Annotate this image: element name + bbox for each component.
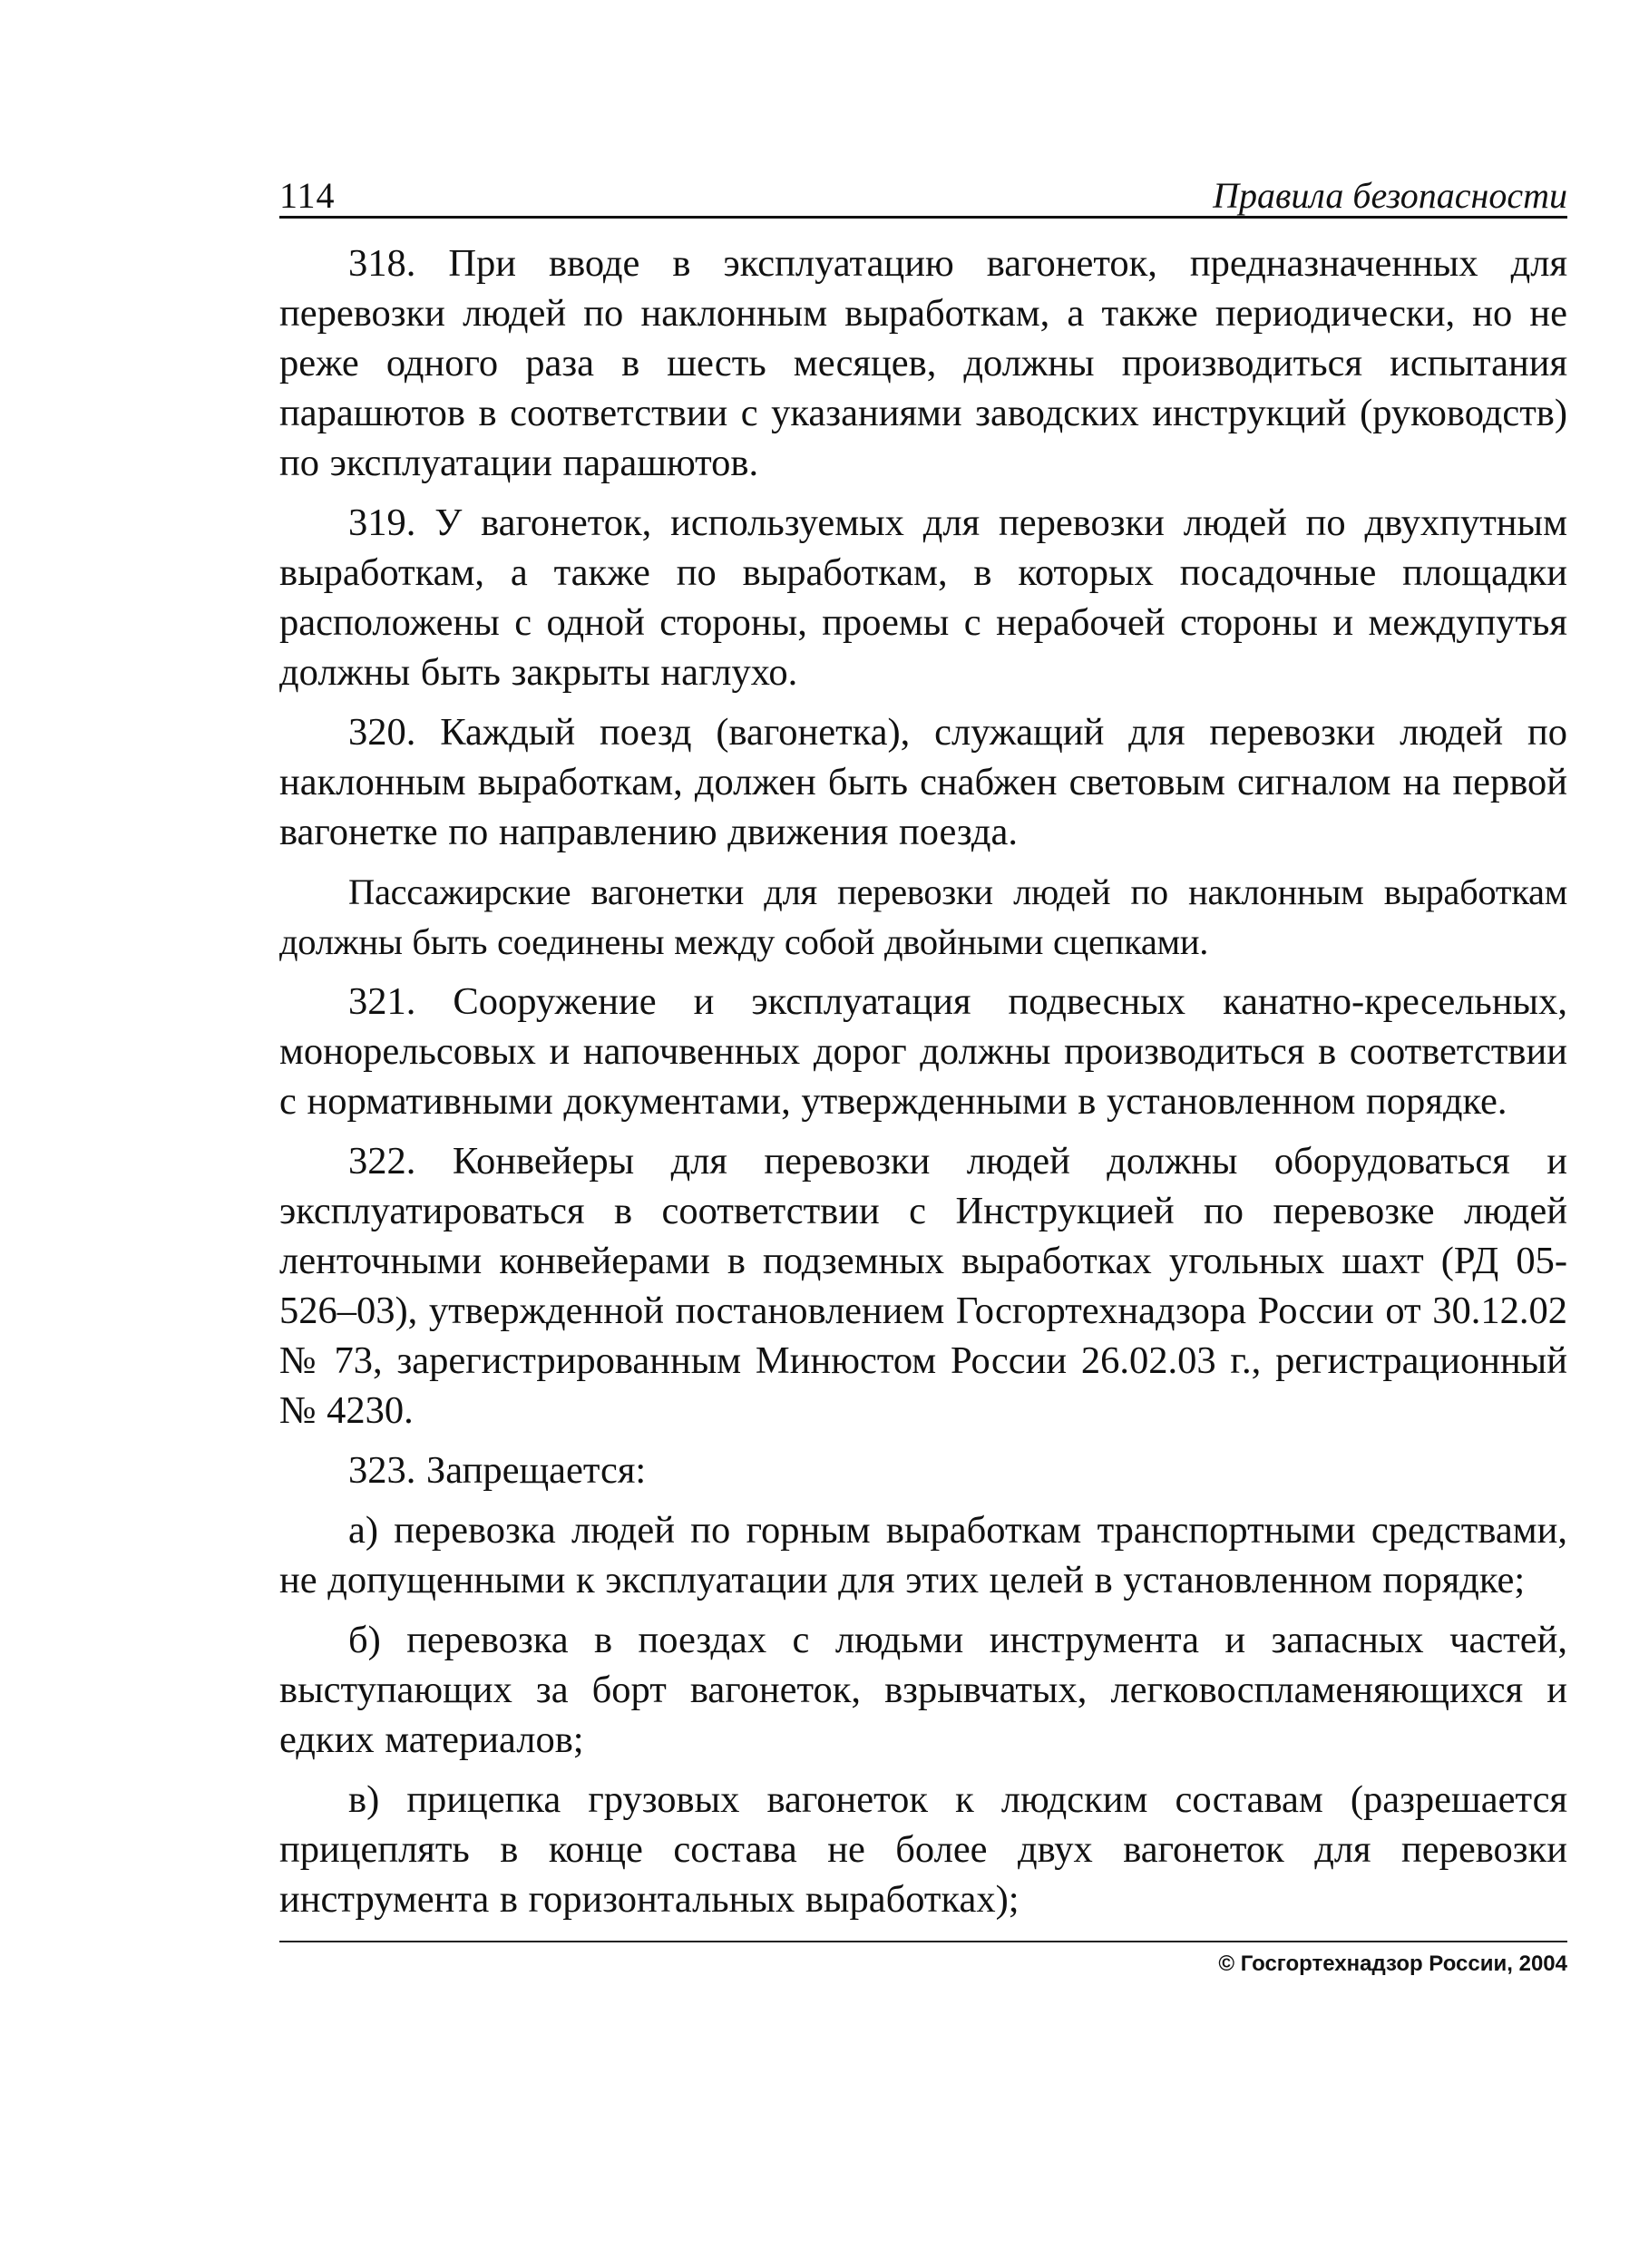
paragraph-321: 321. Сооружение и эксплуатация подвесных канатно-кресельных, монорельсовых и напочвенных дорог должны производиться в соответствии с нормативными документами, утвержденными в установленном порядке.	[279, 980, 1567, 1123]
paragraph-323-a: а) перевозка людей по горным выработкам транспортными средствами, не допущенными к эксплуатации для этих целей в установленном порядке;	[279, 1509, 1567, 1601]
paragraph-320: 320. Каждый поезд (вагонетка), служащий для перевозки людей по наклонным выработкам, должен быть снабжен световым сигналом на первой вагонетке по направлению движения поезда.	[279, 711, 1567, 853]
document-body	[279, 238, 1567, 1924]
paragraph-323: 323. Запрещается:	[348, 1449, 647, 1492]
copyright-footer	[279, 1941, 1567, 1977]
paragraph-318: 318. При вводе в эксплуатацию вагонеток, предназначенных для перевозки людей по наклонным выработкам, а также периодически, но не реже одного раза в шесть месяцев, должны производиться испытания парашютов в соответствии с указаниями заводских инструкций (руководств) по эксплуатации парашютов.	[279, 242, 1567, 484]
document-page	[279, 172, 1567, 1977]
running-header	[279, 172, 1567, 219]
paragraph-323-v: в) прицепка грузовых вагонеток к людским составам (разрешается прицеплять в конце состава не более двух вагонеток для перевозки инструмента в горизонтальных выработках);	[279, 1778, 1567, 1921]
paragraph-322: 322. Конвейеры для перевозки людей должны оборудоваться и эксплуатироваться в соответствии с Инструкцией по перевозке людей ленточными конвейерами в подземных выработках угольных шахт (РД 05-526–03), утвержденной постановлением Госгортехнадзора России от 30.12.02 № 73, зарегистрированным Минюстом России 26.02.03 г., регистрационный № 4230.	[279, 1140, 1567, 1432]
paragraph-323-b: б) перевозка в поездах с людьми инструмента и запасных частей, выступающих за борт вагонеток, взрывчатых, легковоспламеняющихся и едких материалов;	[279, 1619, 1567, 1761]
running-title: Правила безопасности	[1213, 175, 1567, 216]
paragraph-320-note: Пассажирские вагонетки для перевозки людей по наклонным выработкам должны быть соединены между собой двойными сцепками.	[279, 871, 1567, 962]
copyright-text: © Госгортехнадзор России, 2004	[1218, 1952, 1567, 1976]
paragraph-319: 319. У вагонеток, используемых для перевозки людей по двухпутным выработкам, а также по выработкам, в которых посадочные площадки расположены с одной стороны, проемы с нерабочей стороны и междупутья должны быть закрыты наглухо.	[279, 501, 1567, 694]
page-number: 114	[279, 175, 336, 216]
